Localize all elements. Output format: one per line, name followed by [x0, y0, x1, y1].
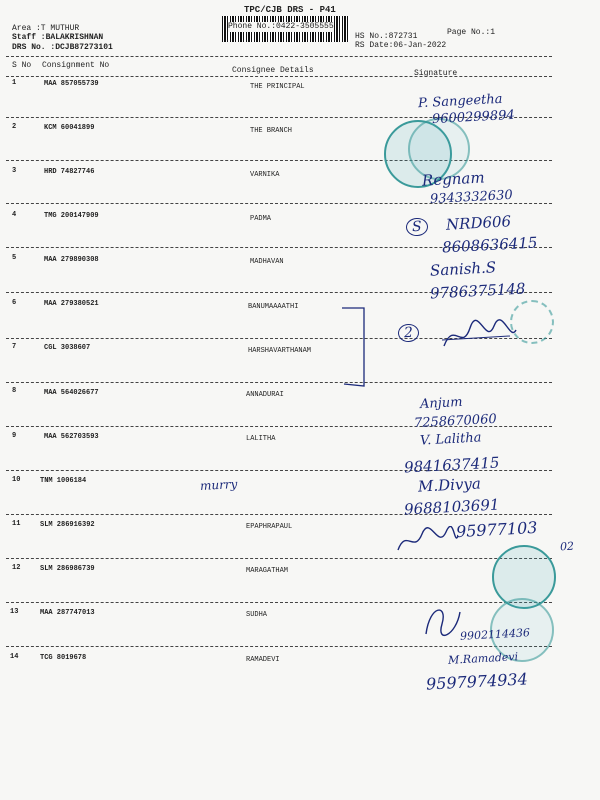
handwritten-signature: Sanish.S	[429, 258, 497, 280]
header-rule-bottom	[6, 76, 552, 77]
handwritten-signature: P. Sangeetha	[417, 91, 503, 112]
consignment-no: MAA 279380521	[44, 300, 99, 308]
handwritten-phone: 9343332630	[429, 187, 514, 208]
consignee-name: PADMA	[250, 215, 272, 223]
row-divider	[6, 558, 552, 559]
col-signature: Signature	[414, 69, 458, 78]
consignment-no: SLM 286916392	[40, 521, 95, 529]
consignment-no: KCM 60041899	[44, 124, 95, 132]
bracket-mark	[340, 306, 370, 388]
row-sno: 10	[12, 476, 21, 484]
drs-number: DRS No. :DCJB87273101	[12, 43, 113, 52]
col-consignment: Consignment No	[42, 61, 110, 70]
consignee-name: BANUMAAAATHI	[248, 303, 299, 311]
handwritten-phone: 9688103691	[403, 495, 500, 519]
consignee-name: MARAGATHAM	[246, 567, 289, 575]
row-sno: 3	[12, 167, 17, 175]
handwritten-phone: 9597974934	[425, 669, 529, 694]
consignment-no: SLM 286986739	[40, 565, 95, 573]
handwritten-note: murry	[199, 477, 238, 493]
consignee-name: EPAPHRAPAUL	[246, 523, 293, 531]
staff-label: Staff :BALAKRISHNAN	[12, 33, 104, 42]
row-divider	[6, 602, 552, 603]
handwritten-phone: 9902114436	[459, 626, 531, 643]
consignment-no: MAA 287747013	[40, 609, 95, 617]
consignment-no: MAA 279890308	[44, 256, 99, 264]
row-divider	[6, 382, 552, 383]
consignee-name: THE PRINCIPAL	[250, 83, 305, 91]
handwritten-phone: 9786375148	[429, 279, 526, 303]
consignee-name: RAMADEVI	[246, 656, 280, 664]
col-consignee: Consignee Details	[232, 66, 314, 75]
consignee-name: VARNIKA	[250, 171, 280, 179]
consignment-no: CGL 3038607	[44, 344, 91, 352]
handwritten-phone: 9600299894	[431, 107, 516, 128]
row-sno: 11	[12, 520, 21, 528]
handwritten-phone: 95977103	[455, 517, 538, 542]
consignment-no: MAA 562703593	[44, 433, 99, 441]
handwritten-phone: 02	[559, 539, 575, 554]
rs-date: RS Date:06-Jan-2022	[355, 41, 447, 50]
consignment-no: TCG 8019678	[40, 654, 87, 662]
row-sno: 7	[12, 343, 17, 351]
handwritten-signature-scribble	[440, 316, 520, 356]
row-sno: 8	[12, 387, 17, 395]
handwritten-signature: Regnam	[421, 168, 486, 190]
row-sno: 14	[10, 653, 19, 661]
col-sno: S No	[12, 61, 32, 70]
handwritten-mark: 2	[398, 323, 420, 342]
handwritten-phone: 9841637415	[403, 453, 500, 477]
row-sno: 9	[12, 432, 17, 440]
handwritten-mark: S	[406, 217, 429, 236]
hs-number: HS No.:872731	[355, 32, 418, 41]
row-sno: 1	[12, 79, 17, 87]
consignment-no: TNM 1006184	[40, 477, 87, 485]
row-sno: 6	[12, 299, 17, 307]
consignment-no: MAA 857055739	[44, 80, 99, 88]
page-number: Page No.:1	[447, 28, 496, 37]
handwritten-signature: V. Lalitha	[419, 430, 482, 449]
consignment-no: TMG 200147909	[44, 212, 99, 220]
row-divider	[6, 646, 552, 647]
handwritten-signature-scribble	[394, 526, 460, 556]
consignee-name: SUDHA	[246, 611, 268, 619]
area-label: Area :T MUTHUR	[12, 24, 80, 33]
handwritten-phone: 7258670060	[413, 411, 498, 432]
consignee-name: MADHAVAN	[250, 258, 284, 266]
header-rule-top	[6, 56, 552, 57]
consignee-name: HARSHAVARTHANAM	[248, 347, 312, 355]
consignment-no: MAA 564026677	[44, 389, 99, 397]
row-sno: 5	[12, 254, 17, 262]
handwritten-signature: NRD606	[445, 212, 512, 234]
consignment-no: HRD 74827746	[44, 168, 95, 176]
row-sno: 12	[12, 564, 21, 572]
consignee-name: THE BRANCH	[250, 127, 293, 135]
route-code: TPC/CJB DRS - P41	[244, 5, 336, 15]
handwritten-signature: M.Ramadevi	[447, 650, 519, 667]
handwritten-signature: Anjum	[419, 394, 463, 413]
handwritten-signature: M.Divya	[417, 474, 482, 496]
row-divider	[6, 160, 552, 161]
handwritten-phone: 8608636415	[441, 233, 538, 257]
consignee-name: ANNADURAI	[246, 391, 284, 399]
row-sno: 4	[12, 211, 17, 219]
handwritten-signature-scribble	[420, 600, 464, 640]
row-sno: 13	[10, 608, 19, 616]
row-sno: 2	[12, 123, 17, 131]
consignee-name: LALITHA	[246, 435, 276, 443]
phone-number: Phone No.:0422-3505555	[228, 22, 334, 31]
